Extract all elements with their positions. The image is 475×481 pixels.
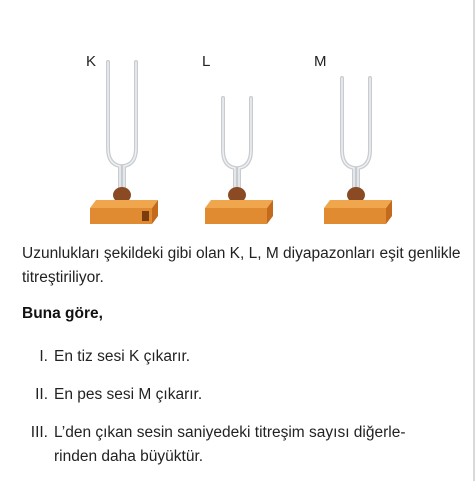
question-heading: Buna göre, bbox=[22, 305, 103, 322]
tuning-fork-l bbox=[205, 98, 273, 224]
wood-base-top bbox=[324, 200, 392, 208]
wood-base-top bbox=[90, 200, 158, 208]
tuning-fork-k bbox=[90, 62, 158, 224]
fork-label-k: K bbox=[86, 53, 97, 70]
wood-base-top bbox=[205, 200, 273, 208]
wood-base-front bbox=[205, 208, 267, 224]
tuning-fork-m bbox=[324, 78, 392, 224]
statement-2 bbox=[22, 383, 462, 407]
tuning-forks-figure bbox=[0, 0, 475, 230]
statement-text: L’den çıkan sesin saniyedeki titreşim sayısı diğerle-rinden daha büyüktür. bbox=[54, 424, 406, 465]
wood-base-front bbox=[324, 208, 386, 224]
statement-text: En pes sesi M çıkarır. bbox=[54, 386, 203, 403]
statement-1 bbox=[22, 345, 462, 369]
statement-number: II. bbox=[35, 386, 48, 403]
statement-3 bbox=[22, 421, 462, 469]
fork-label-m: M bbox=[314, 53, 327, 70]
base-hole bbox=[142, 211, 149, 221]
fork-label-l: L bbox=[202, 53, 211, 70]
statement-text: En tiz sesi K çıkarır. bbox=[54, 348, 191, 365]
statement-number: I. bbox=[39, 348, 48, 365]
statement-number: III. bbox=[30, 424, 48, 441]
question-stem: Uzunlukları şekildeki gibi olan K, L, M diyapazonları eşit genlikle titreştiriliyor. bbox=[22, 245, 461, 286]
